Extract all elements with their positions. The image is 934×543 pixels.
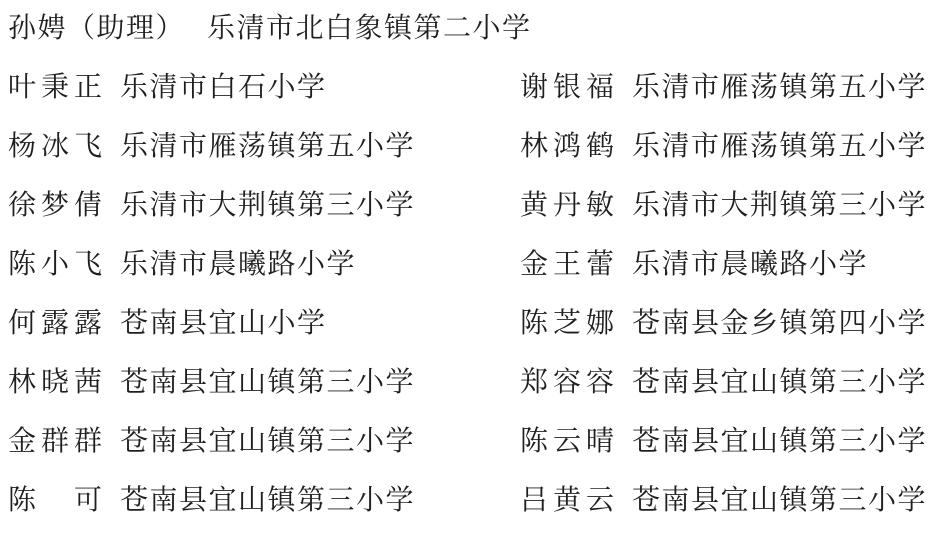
- roster-row: [8, 189, 934, 248]
- person-name: 吕黄云: [520, 485, 620, 516]
- person-name: 陈芝娜: [520, 308, 620, 339]
- person-school: 苍南县宜山小学: [120, 308, 327, 339]
- roster-entry: [520, 366, 927, 400]
- roster-entry: [8, 307, 327, 341]
- person-name: 何露露: [8, 308, 108, 339]
- header-line: [8, 12, 934, 71]
- person-school: 乐清市白石小学: [120, 72, 327, 103]
- person-school: 乐清市雁荡镇第五小学: [632, 131, 928, 162]
- person-school: 乐清市大荆镇第三小学: [120, 190, 416, 221]
- person-name: 陈 可: [8, 485, 108, 516]
- person-school: 乐清市晨曦路小学: [632, 249, 869, 280]
- person-school: 苍南县宜山镇第三小学: [632, 367, 928, 398]
- roster-row: [8, 425, 934, 484]
- roster-entry: [520, 484, 927, 518]
- person-name: 陈小飞: [8, 249, 108, 280]
- person-name: 杨冰飞: [8, 131, 108, 162]
- roster-entry: [8, 484, 415, 518]
- person-name: 金群群: [8, 426, 108, 457]
- person-name: 徐梦倩: [8, 190, 108, 221]
- roster-row: [8, 366, 934, 425]
- person-name: 郑容容: [520, 367, 620, 398]
- roster-entry: [8, 130, 415, 164]
- assistant-school: 乐清市北白象镇第二小学: [207, 13, 532, 44]
- roster-entry: [520, 130, 927, 164]
- roster-entry: [8, 248, 356, 282]
- roster-row: [8, 130, 934, 189]
- roster-entry: [520, 189, 927, 223]
- assistant-name: 孙娉（助理）: [8, 13, 186, 44]
- roster-entry: [520, 307, 927, 341]
- person-name: 叶秉正: [8, 72, 108, 103]
- person-school: 乐清市雁荡镇第五小学: [632, 72, 928, 103]
- person-school: 苍南县宜山镇第三小学: [120, 485, 416, 516]
- roster-entry: [520, 71, 927, 105]
- roster-entry: [520, 425, 927, 459]
- roster-entry: [8, 71, 327, 105]
- person-name: 林鸿鹤: [520, 131, 620, 162]
- roster-row: [8, 248, 934, 307]
- person-school: 苍南县金乡镇第四小学: [632, 308, 928, 339]
- person-name: 谢银福: [520, 72, 620, 103]
- roster-entry: [8, 189, 415, 223]
- person-school: 乐清市晨曦路小学: [120, 249, 357, 280]
- person-school: 苍南县宜山镇第三小学: [120, 367, 416, 398]
- roster-entry: [520, 248, 868, 282]
- person-school: 乐清市大荆镇第三小学: [632, 190, 928, 221]
- person-name: 金王蕾: [520, 249, 620, 280]
- roster-row: [8, 307, 934, 366]
- person-name: 林晓茜: [8, 367, 108, 398]
- person-name: 黄丹敏: [520, 190, 620, 221]
- roster-entry: [8, 425, 415, 459]
- person-school: 苍南县宜山镇第三小学: [120, 426, 416, 457]
- roster-row: [8, 484, 934, 543]
- person-school: 苍南县宜山镇第三小学: [632, 426, 928, 457]
- roster-row: [8, 71, 934, 130]
- person-school: 乐清市雁荡镇第五小学: [120, 131, 416, 162]
- person-school: 苍南县宜山镇第三小学: [632, 485, 928, 516]
- roster-entry: [8, 366, 415, 400]
- person-name: 陈云晴: [520, 426, 620, 457]
